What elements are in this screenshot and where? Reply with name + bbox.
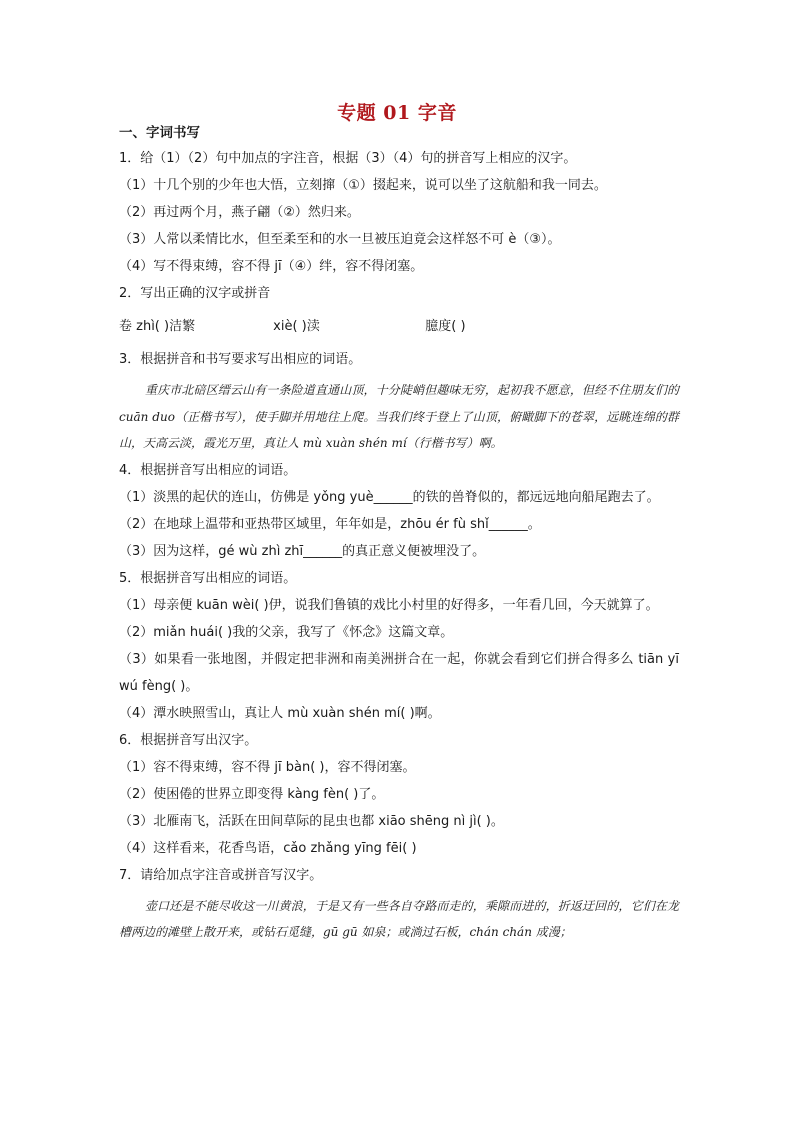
question-7-passage: 壶口还是不能尽收这一川黄浪，于是又有一些各自夺路而走的，乘隙而进的，折返迂回的，它们在龙槽两边的滩壁上散开来，或钻石觅缝，gū gū 如泉；或淌过石板，chán chán 成漫； (119, 898, 679, 939)
question-1-item-1: （1）十几个别的少年也大悟，立刻撺（①）掇起来，说可以坐了这航船和我一同去。 (119, 178, 607, 193)
question-4-item-2: （2）在地球上温带和亚热带区域里，年年如是，zhōu ér fù shǐ______。 (119, 516, 541, 532)
question-2-prompt: 2．写出正确的汉字或拼音 (119, 286, 271, 301)
question-5-item-4: （4）潭水映照雪山，真让人 mù xuàn shén mí( )啊。 (119, 705, 441, 721)
question-5-item-3: （3）如果看一张地图，并假定把非洲和南美洲拼合在一起，你就会看到它们拼合得多么 tiān yī wú fèng( )。 (119, 651, 679, 694)
question-6-item-4: （4）这样看来，花香鸟语，cǎo zhǎng yīng fēi( ) (119, 840, 417, 856)
question-5-item-2: （2）miǎn huái( )我的父亲，我写了《怀念》这篇文章。 (119, 624, 454, 640)
question-5-item-1: （1）母亲便 kuān wèi( )伊，说我们鲁镇的戏比小村里的好得多，一年看几回，今天就算了。 (119, 597, 659, 613)
section-heading: 一、字词书写 (119, 125, 200, 141)
question-5-prompt: 5．根据拼音写出相应的词语。 (119, 570, 297, 586)
question-6-prompt: 6．根据拼音写出汉字。 (119, 732, 258, 748)
page-title: 专题 01 字音 (337, 102, 457, 124)
question-4-item-1: （1）淡黑的起伏的连山，仿佛是 yǒng yuè______的铁的兽脊似的，都远远地向船尾跑去了。 (119, 489, 660, 505)
question-1-item-2: （2）再过两个月，燕子翩（②）然归来。 (119, 205, 360, 220)
question-6-item-3: （3）北雁南飞，活跃在田间草际的昆虫也都 xiāo shēng nì jì( )。 (119, 813, 504, 829)
question-3-passage: 重庆市北碚区缙云山有一条险道直通山顶，十分陡峭但趣味无穷，起初我不愿意，但经不住朋友们的 cuān duo（正楷书写），使手脚并用地往上爬。当我们终于登上了山顶，俯瞰脚下的苍翠，远眺连绵的群山，天高云淡，霞光万里，真让人 mù xuàn shén mí（行楷书写）啊。 (119, 383, 679, 450)
question-6-item-2: （2）使困倦的世界立即变得 kàng fèn( )了。 (119, 786, 385, 802)
question-6-item-1: （1）容不得束缚，容不得 jī bàn( )，容不得闭塞。 (119, 759, 416, 775)
document-body (119, 124, 679, 946)
question-7-prompt: 7．请给加点字注音或拼音写汉字。 (119, 867, 323, 883)
question-3-prompt: 3．根据拼音和书写要求写出相应的词语。 (119, 352, 362, 367)
question-2-cell-3: 臆度( ) (425, 319, 466, 334)
question-1-prompt: 1．给（1）（2）句中加点的字注音，根据（3）（4）句的拼音写上相应的汉字。 (119, 151, 577, 166)
question-2-cell-2: xiè( )渎 (273, 319, 320, 334)
question-4-prompt: 4．根据拼音写出相应的词语。 (119, 462, 297, 478)
question-4-item-3: （3）因为这样，gé wù zhì zhī______的真正意义便被埋没了。 (119, 543, 486, 559)
question-2-cell-1: 卷 zhì( )洁繁 (119, 319, 196, 334)
question-2-row (119, 313, 679, 340)
question-1-item-3: （3）人常以柔情比水，但至柔至和的水一旦被压迫竟会这样怒不可 è（③）。 (119, 232, 561, 247)
question-1-item-4: （4）写不得束缚，容不得 jī（④）绊，容不得闭塞。 (119, 259, 424, 274)
